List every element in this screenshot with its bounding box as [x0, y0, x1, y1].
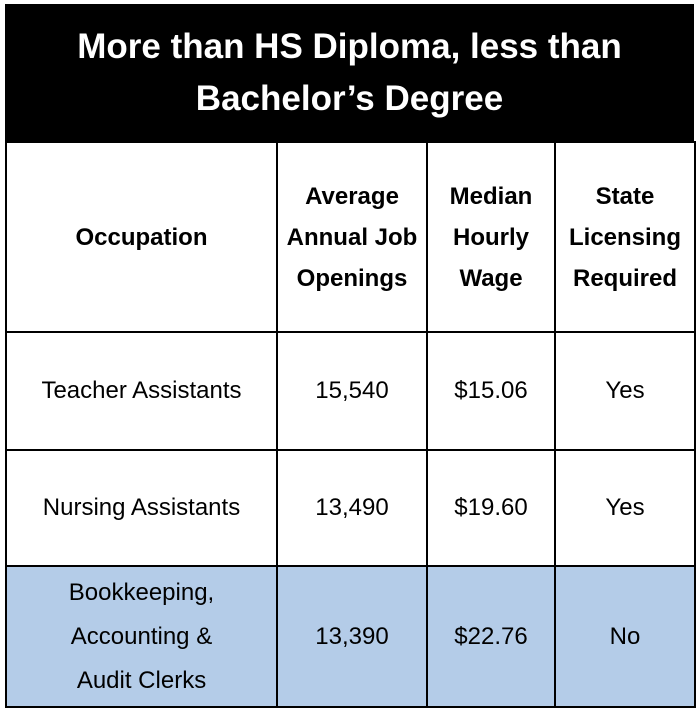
cell-occupation-text: Nursing Assistants: [42, 494, 241, 521]
cell-openings: [277, 566, 427, 707]
cell-licensing-text: Yes: [605, 494, 645, 521]
table-title-line-2: Bachelor’s Degree: [195, 78, 504, 118]
cell-occupation: [6, 566, 277, 707]
cell-wage-text: $22.76: [454, 622, 528, 650]
table-title-bar: [5, 4, 694, 141]
cell-occupation-line-3: Audit Clerks: [76, 666, 207, 694]
cell-wage-text: $19.60: [454, 494, 528, 521]
cell-openings-text: 13,490: [315, 494, 389, 521]
table-row: [6, 450, 695, 566]
table-row-highlighted: [6, 566, 695, 707]
header-wage-line-3: Wage: [459, 264, 523, 292]
cell-wage-text: $15.06: [454, 377, 528, 404]
cell-occupation-line-2: Accounting &: [70, 622, 213, 650]
cell-occupation-line-1: Bookkeeping,: [68, 578, 215, 606]
cell-wage: [427, 450, 555, 566]
cell-occupation-text: Teacher Assistants: [41, 377, 242, 404]
header-occupation-label: Occupation: [75, 223, 208, 251]
cell-licensing: [555, 450, 695, 566]
header-wage-line-1: Median: [449, 182, 533, 210]
header-licensing-line-1: State: [595, 182, 655, 210]
header-occupation: [6, 142, 277, 332]
header-openings-line-1: Average: [305, 182, 399, 210]
header-row: [6, 142, 695, 332]
cell-occupation: [6, 450, 277, 566]
occupation-table: [5, 141, 696, 708]
header-licensing: [555, 142, 695, 332]
table-row: [6, 332, 695, 450]
header-wage-line-2: Hourly: [452, 223, 529, 251]
header-wage: [427, 142, 555, 332]
table-title-line-1: More than HS Diploma, less than: [77, 26, 622, 66]
cell-licensing-text: No: [609, 622, 641, 650]
cell-wage: [427, 566, 555, 707]
header-licensing-line-2: Licensing: [568, 223, 682, 251]
cell-occupation: [6, 332, 277, 450]
table-title: [77, 21, 622, 125]
cell-openings-text: 13,390: [315, 622, 389, 650]
occupation-table-card: [5, 4, 694, 707]
header-openings-line-2: Annual Job: [286, 223, 418, 251]
cell-openings-text: 15,540: [315, 377, 389, 404]
header-openings-line-3: Openings: [296, 264, 408, 292]
cell-wage: [427, 332, 555, 450]
cell-licensing: [555, 566, 695, 707]
cell-openings: [277, 332, 427, 450]
header-licensing-line-3: Required: [572, 264, 677, 292]
cell-licensing-text: Yes: [605, 377, 645, 404]
cell-openings: [277, 450, 427, 566]
cell-licensing: [555, 332, 695, 450]
header-openings: [277, 142, 427, 332]
